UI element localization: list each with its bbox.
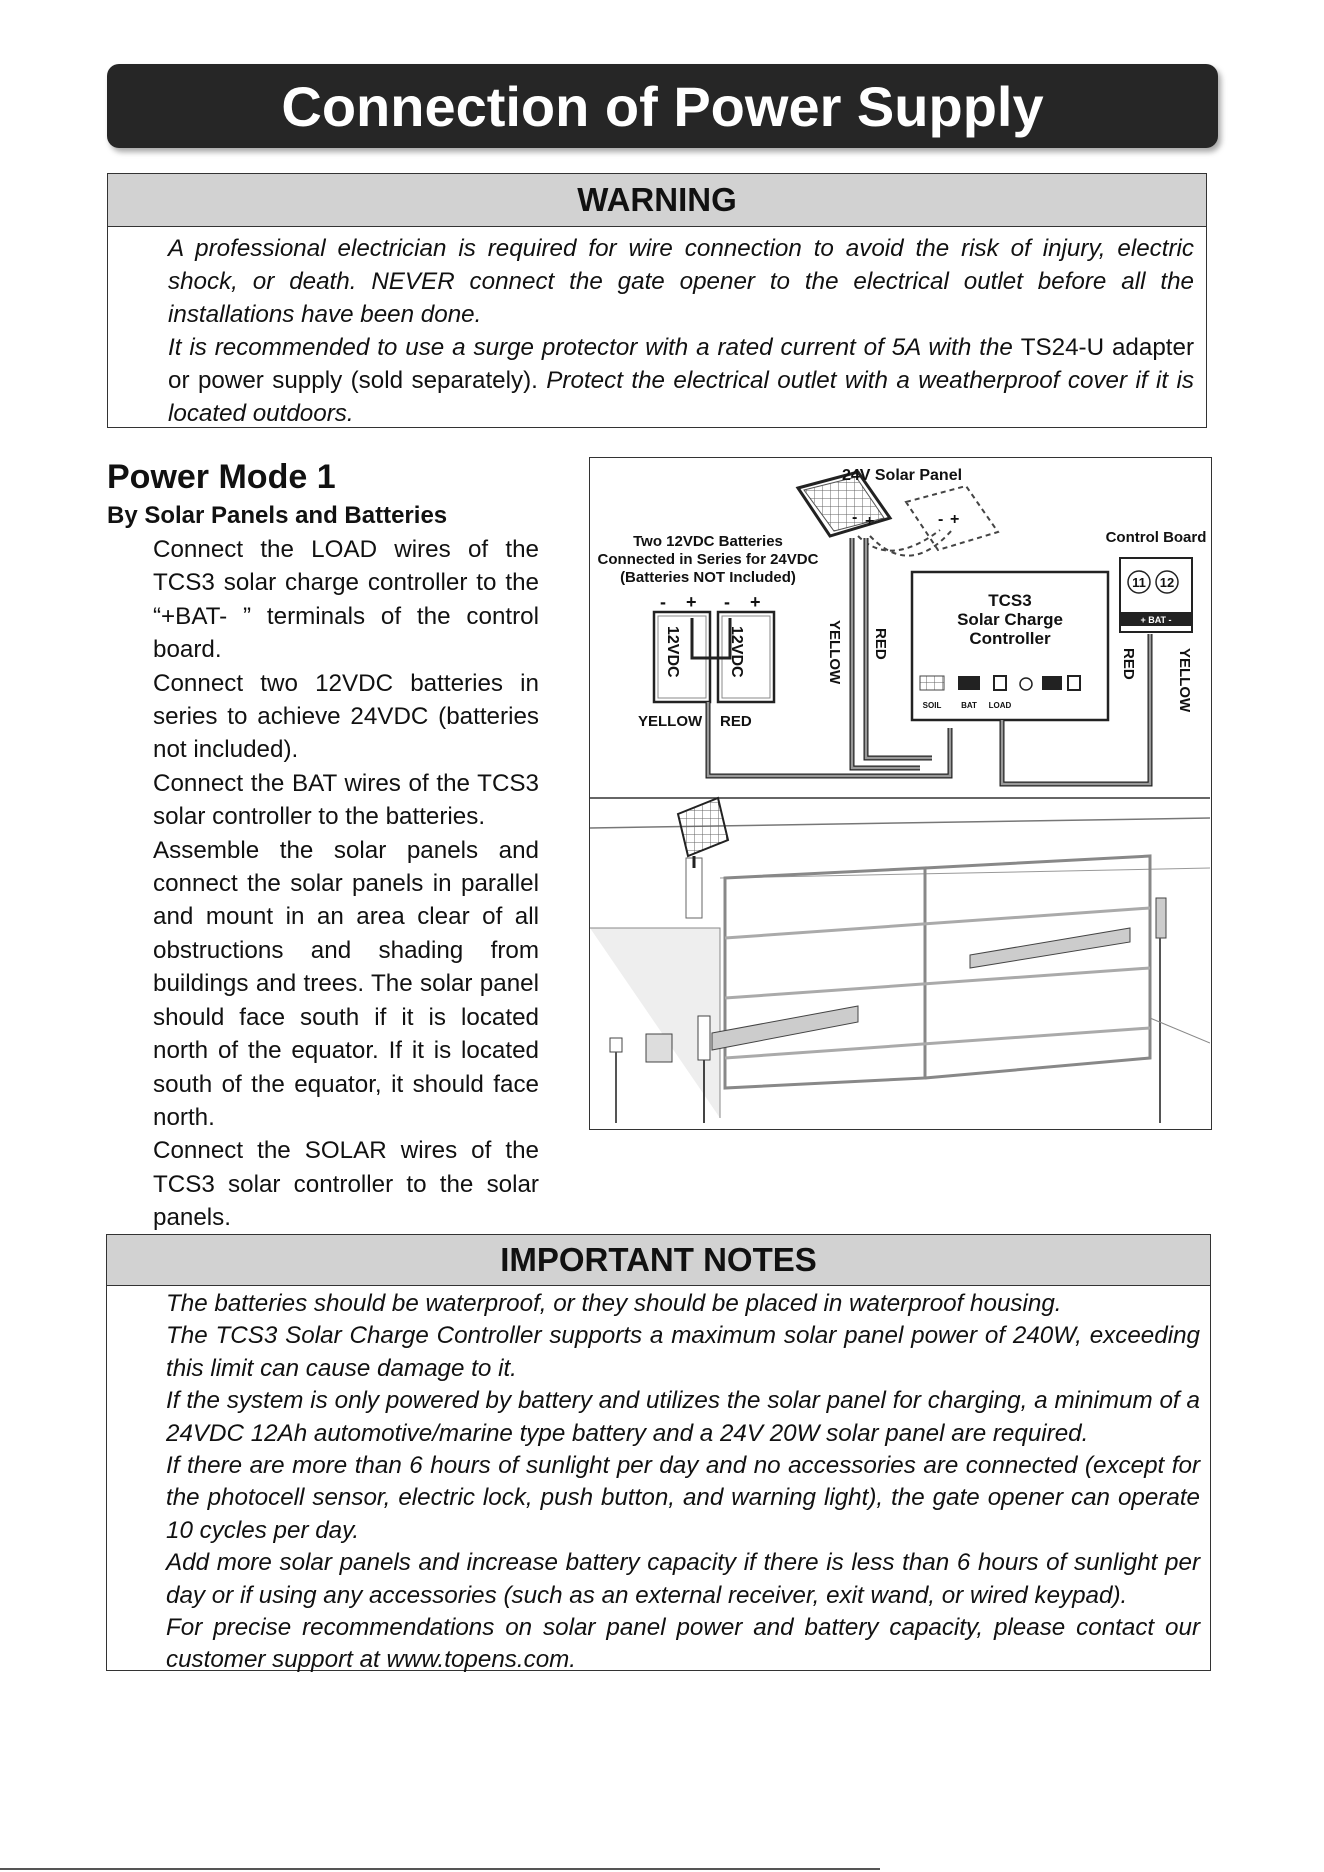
important-notes-box [106,1234,1211,1674]
step-item: Connect the BAT wires of the TCS3 solar controller to the batteries. [153,769,539,831]
step-item: Connect the LOAD wires of the TCS3 solar charge controller to the “+BAT- ” terminals of the control board. [153,536,539,664]
gate-illustration [590,798,1210,1123]
power-mode-steps [107,533,539,1235]
battery-1-minus: - [660,592,666,612]
terminal-11: 11 [1132,575,1146,590]
battery-1-plus: + [686,592,697,612]
port-bat-label: BAT [961,701,977,710]
wiring-diagram [589,457,1212,1130]
panel-plus: + [865,513,875,530]
warning-paragraph-2 [168,331,1194,430]
page-title: Connection of Power Supply [107,64,1218,148]
power-mode-subtitle: By Solar Panels and Batteries [107,502,448,529]
note-item: The batteries should be waterproof, or they should be placed in waterproof housing. [166,1290,1062,1317]
warning-text-italic-b: Protect the electrical outlet with a weatherproof cover if it is located outdoors. [168,367,1194,427]
note-item: For precise recommendations on solar panel power and battery capacity, please contact our customer support at www.topens.com. [166,1614,1200,1674]
battery-wire-red-label: RED [720,713,752,730]
bat-terminal-label: + BAT - [1140,615,1172,625]
controller-label-2: Solar Charge [957,610,1063,629]
battery-2-label: 12VDC [728,626,745,678]
panel-minus: - [852,509,858,526]
power-mode-title: Power Mode 1 [107,458,336,496]
batteries-label-1: Two 12VDC Batteries [633,533,783,550]
warning-text-normal: TS24-U adapter or power supply (sold separately). [168,334,1194,394]
diagram-svg [590,458,1210,1128]
wire-label-yellow-left: YELLOW [826,620,843,685]
footer-rule [0,1868,880,1870]
battery-wire-yellow-label: YELLOW [638,713,703,730]
battery-2-plus: + [750,592,761,612]
notes-body [107,1286,1210,1677]
controller-label-3: Controller [969,629,1051,648]
wire-label-red-right: RED [1120,648,1137,680]
step-item: Connect two 12VDC batteries in series to achieve 24VDC (batteries not included). [153,669,539,764]
panel2-plus: + [950,511,960,528]
warning-text-italic-a: It is recommended to use a surge protector with a rated current of 5A with the [168,334,1021,361]
panel2-minus: - [938,511,944,528]
warning-box [107,173,1207,428]
battery-1-label: 12VDC [664,626,681,678]
port-soil-label: SOIL [922,701,942,710]
notes-heading: IMPORTANT NOTES [107,1235,1210,1286]
step-item: Connect the SOLAR wires of the TCS3 solar controller to the solar panels. [153,1137,539,1232]
warning-body [108,227,1206,430]
step-item: Assemble the solar panels and connect the solar panels in parallel and mount in an area clear of all obstructions and shading from buildings and trees. The solar panel should face south if it is located north of the equator. If it is located south of the equator, it should face north. [153,836,539,1131]
control-board-label: Control Board [1105,529,1207,546]
parallel-wire-2 [870,530,952,556]
port-load-label: LOAD [988,701,1012,710]
note-item: If there are more than 6 hours of sunlight per day and no accessories are connected (except for the photocell sensor, electric lock, push button, and warning light), the gate opener can operate 10 cycles per day. [166,1452,1200,1544]
warning-paragraph-1: A professional electrician is required for wire connection to avoid the risk of injury, electric shock, or death. NEVER connect the gate opener to the electrical outlet before all the installations have been done. [168,235,1194,328]
terminal-12: 12 [1159,575,1175,590]
power-mode-section [107,455,539,1235]
warning-heading: WARNING [108,174,1206,227]
batteries-label-3: (Batteries NOT Included) [620,569,796,586]
battery-2-minus: - [724,592,730,612]
wire-label-yellow-right: YELLOW [1176,648,1193,713]
note-item: The TCS3 Solar Charge Controller supports a maximum solar panel power of 240W, exceeding this limit can cause damage to it. [166,1322,1200,1382]
solar-panel-label: 24V Solar Panel [841,467,963,484]
wire-label-red-left: RED [872,628,889,660]
note-item: If the system is only powered by battery and utilizes the solar panel for charging, a minimum of a 24VDC 12Ah automotive/marine type battery and a 24V 20W solar panel are required. [166,1387,1200,1447]
controller-label-1: TCS3 [988,591,1032,610]
batteries-label-2: Connected in Series for 24VDC [597,551,819,568]
note-item: Add more solar panels and increase battery capacity if there is less than 6 hours of sunlight per day or if using any accessories (such as an external receiver, exit wand, or wired keypad). [166,1549,1200,1609]
